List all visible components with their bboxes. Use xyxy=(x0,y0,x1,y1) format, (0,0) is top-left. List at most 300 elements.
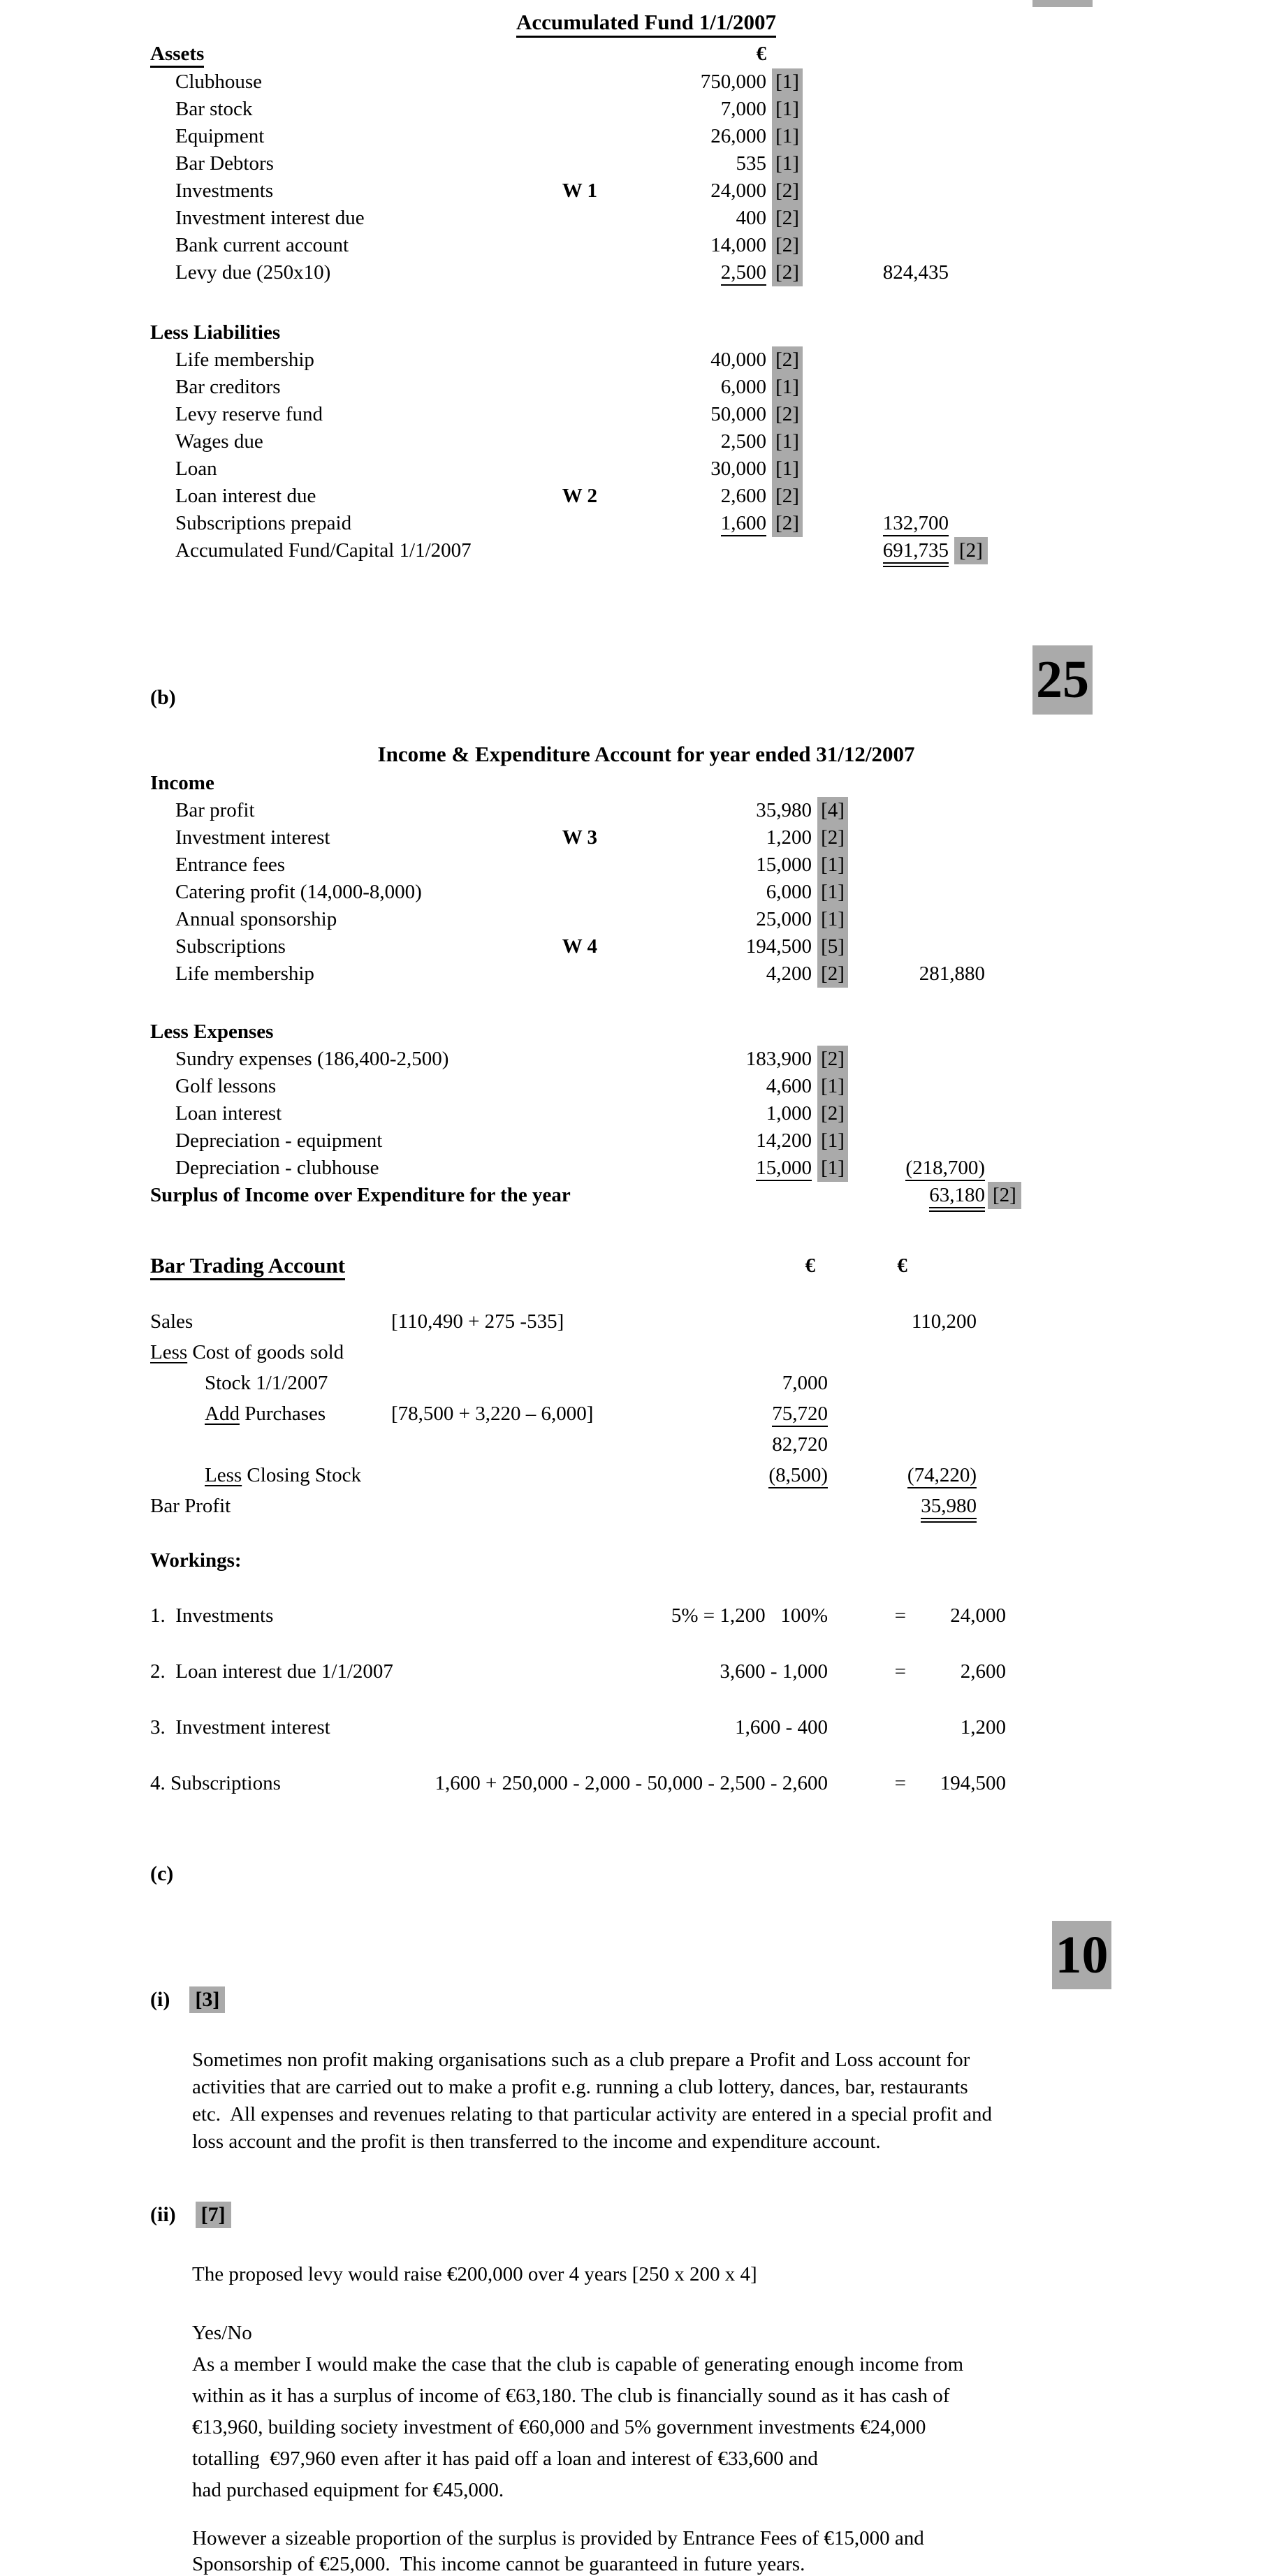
mark-cell xyxy=(766,346,804,374)
amount: 183,900 xyxy=(745,1048,812,1070)
mark-highlight xyxy=(817,1155,848,1182)
text-line: within as it has a surplus of income of €63,180. The club is financially sound as it has cash of xyxy=(192,2385,950,2407)
row-label: Levy due (250x10) xyxy=(175,261,331,284)
total-cell xyxy=(828,1495,977,1518)
liabilities-heading: Less Liabilities xyxy=(150,321,281,344)
working-label: 2. Loan interest due 1/1/2007 xyxy=(150,1660,393,1683)
text-line: had purchased equipment for €45,000. xyxy=(192,2479,504,2501)
mark-highlight xyxy=(817,1046,848,1073)
amount-cell xyxy=(611,430,766,453)
text-line: As a member I would make the case that the club is capable of generating enough income from xyxy=(192,2353,964,2376)
mark-cell xyxy=(766,401,804,428)
amount-cell xyxy=(653,1464,828,1487)
bar-trading-row xyxy=(150,1306,1051,1337)
formula: [110,490 + 275 -535] xyxy=(391,1310,564,1333)
item-ii-row xyxy=(150,2202,231,2228)
mark-cell xyxy=(766,123,804,150)
row-label: Loan xyxy=(175,458,217,480)
part-c-marks-badge: 10 xyxy=(1052,1921,1111,1989)
total-cell xyxy=(828,1310,977,1333)
mark-highlight xyxy=(772,259,803,286)
mark-cell xyxy=(812,1100,848,1127)
mark-highlight xyxy=(772,483,803,510)
equals-sign: = xyxy=(894,1771,906,1794)
mark-badge: [2] xyxy=(775,207,799,229)
row-label: Sundry expenses (186,400-2,500) xyxy=(175,1048,449,1070)
mark-badge: [1] xyxy=(775,376,799,398)
row-label: Bar Profit xyxy=(150,1494,231,1517)
amount: 75,720 xyxy=(772,1403,828,1427)
item-ii-marks-badge: [7] xyxy=(196,2202,231,2228)
mark-highlight xyxy=(817,960,848,988)
mark-badge: [1] xyxy=(775,152,799,175)
amount: 2,500 xyxy=(721,261,766,286)
mark-cell xyxy=(766,96,804,123)
income-heading: Income xyxy=(150,772,214,794)
row-label-underlined-word: Less xyxy=(205,1463,242,1486)
mark-highlight xyxy=(772,374,803,401)
row-label: Life membership xyxy=(175,963,314,985)
amount: 7,000 xyxy=(720,98,766,120)
mark-cell xyxy=(766,205,804,232)
amount: 15,000 xyxy=(756,1157,812,1181)
total-amount: (218,700) xyxy=(905,1157,985,1181)
row-label: Loan interest xyxy=(175,1102,282,1125)
amount: (8,500) xyxy=(768,1464,828,1488)
amount-cell xyxy=(611,963,812,986)
text-line: Sponsorship of €25,000. This income cannot be guaranteed in future years. xyxy=(192,2553,805,2575)
amount: 40,000 xyxy=(710,349,766,371)
mark-cell xyxy=(812,797,848,824)
account-row xyxy=(150,851,1051,879)
mark-cell xyxy=(766,259,804,286)
amount: 2,600 xyxy=(720,485,766,507)
amount-cell xyxy=(611,349,766,372)
bar-trading-row xyxy=(150,1398,1051,1429)
mark-badge: [2] xyxy=(821,963,845,985)
account-row xyxy=(150,232,1051,259)
amount-cell xyxy=(611,125,766,148)
amount-cell xyxy=(611,908,812,931)
liabilities-header-row xyxy=(150,319,1051,346)
workings-rows xyxy=(150,1602,1051,1825)
item-i-marks-badge: [3] xyxy=(189,1986,225,2013)
mark-cell xyxy=(812,879,848,906)
account-row xyxy=(150,205,1051,232)
mark-cell xyxy=(766,537,804,564)
item-ii-caveat-paragraph xyxy=(192,2526,924,2576)
mark-highlight xyxy=(817,824,848,851)
equals-sign: = xyxy=(894,1604,906,1627)
mark-badge: [1] xyxy=(775,98,799,120)
working-label: 4. Subscriptions xyxy=(150,1771,281,1794)
amount-cell xyxy=(611,403,766,426)
row-label: Stock 1/1/2007 xyxy=(205,1371,328,1394)
row-label: Bar profit xyxy=(175,799,255,821)
mark-highlight xyxy=(817,933,848,960)
total-amount: 63,180 xyxy=(929,1184,985,1212)
account-row xyxy=(150,68,1051,96)
mark-highlight xyxy=(817,851,848,879)
amount: 6,000 xyxy=(720,376,766,398)
mark-highlight xyxy=(817,879,848,906)
mark-highlight xyxy=(772,455,803,483)
total-cell xyxy=(804,261,949,284)
amount: 750,000 xyxy=(700,71,766,93)
total-cell xyxy=(804,512,949,535)
bar-trading-table xyxy=(150,1249,1051,1521)
account-row xyxy=(150,123,1051,150)
row-label: Less Closing Stock xyxy=(205,1463,361,1486)
formula: [78,500 + 3,220 – 6,000] xyxy=(391,1402,594,1425)
assets-header-row xyxy=(150,39,1051,68)
amount: 26,000 xyxy=(710,125,766,147)
row-label-underlined-word: Less xyxy=(150,1340,188,1363)
account-row xyxy=(150,510,1051,537)
bar-trading-header-row xyxy=(150,1249,1051,1282)
mark-cell xyxy=(766,428,804,455)
amount-cell xyxy=(611,152,766,175)
amount-cell xyxy=(611,458,766,481)
total-mark-badge: [2] xyxy=(988,1182,1021,1209)
part-b-label: (b) xyxy=(150,686,176,709)
amount: 6,000 xyxy=(766,881,812,903)
amount-cell xyxy=(653,1433,828,1456)
row-label: Sales xyxy=(150,1310,194,1333)
row-label: Equipment xyxy=(175,125,265,147)
mark-badge: [2] xyxy=(775,234,799,256)
bar-trading-row xyxy=(150,1337,1051,1368)
amount: 50,000 xyxy=(710,403,766,425)
mark-badge: [1] xyxy=(821,1075,845,1097)
row-label: Add Purchases xyxy=(205,1402,326,1425)
amount: 4,200 xyxy=(766,963,812,985)
mark-badge: [1] xyxy=(821,854,845,876)
mark-badge: [5] xyxy=(821,935,845,958)
amount-cell xyxy=(611,935,812,958)
mark-cell xyxy=(812,1155,848,1182)
account-row xyxy=(150,455,1051,483)
total-cell xyxy=(848,1184,985,1207)
mark-cell xyxy=(812,960,848,988)
bar-trading-currency-1: € xyxy=(805,1254,815,1277)
mark-cell xyxy=(812,1182,848,1209)
bar-trading-row xyxy=(150,1491,1051,1521)
account-row xyxy=(150,933,1051,960)
mark-cell xyxy=(766,455,804,483)
working-formula: 3,600 - 1,000 xyxy=(720,1660,828,1683)
mark-cell xyxy=(766,150,804,177)
bar-trading-rows xyxy=(150,1306,1051,1521)
mark-badge: [2] xyxy=(821,826,845,849)
row-label: Bank current account xyxy=(175,234,349,256)
account-row xyxy=(150,797,1051,824)
mark-badge: [2] xyxy=(775,261,799,284)
mark-highlight xyxy=(772,123,803,150)
row-label: Life membership xyxy=(175,349,314,371)
total-cell xyxy=(848,963,985,986)
income-expenditure-title: Income & Expenditure Account for year ended 31/12/2007 xyxy=(377,742,915,766)
total-amount: 691,735 xyxy=(883,539,949,567)
bar-trading-row xyxy=(150,1460,1051,1491)
working-row xyxy=(150,1602,1051,1630)
accumulated-fund-title-text: Accumulated Fund 1/1/2007 xyxy=(516,10,776,38)
amount: 1,600 xyxy=(721,512,766,536)
amount-cell xyxy=(611,180,766,203)
account-row xyxy=(150,1100,1051,1127)
currency-header: € xyxy=(756,42,766,65)
amount-cell xyxy=(611,1102,812,1125)
working-result: 2,600 xyxy=(960,1660,1006,1683)
mark-cell xyxy=(812,933,848,960)
item-i-row xyxy=(150,1986,225,2013)
row-label: Less Cost of goods sold xyxy=(150,1340,344,1363)
mark-badge: [1] xyxy=(775,430,799,453)
account-row xyxy=(150,906,1051,933)
mark-badge: [1] xyxy=(821,1157,845,1179)
mark-highlight xyxy=(772,346,803,374)
mark-cell xyxy=(766,232,804,259)
text-line: totalling €97,960 even after it has paid off a loan and interest of €33,600 and xyxy=(192,2447,818,2470)
mark-badge: [1] xyxy=(775,125,799,147)
working-formula: 1,600 + 250,000 - 2,000 - 50,000 - 2,500 - 2,600 xyxy=(435,1771,828,1794)
amount-cell xyxy=(611,1048,812,1071)
row-label: Bar stock xyxy=(175,98,253,120)
text-line: loss account and the profit is then transferred to the income and expenditure account. xyxy=(192,2130,881,2153)
amount-cell xyxy=(653,1403,828,1426)
account-row xyxy=(150,96,1051,123)
account-row xyxy=(150,1155,1051,1182)
mark-highlight xyxy=(817,1100,848,1127)
row-label: Depreciation - clubhouse xyxy=(175,1157,379,1179)
account-row xyxy=(150,401,1051,428)
item-i-label: (i) xyxy=(150,1988,170,2011)
marks-box-cropped xyxy=(1032,0,1093,7)
mark-cell xyxy=(812,824,848,851)
text-line: activities that are carried out to make a profit e.g. running a club lottery, dances, bar, restaurants xyxy=(192,2076,968,2098)
mark-cell xyxy=(812,851,848,879)
total-amount: 281,880 xyxy=(919,963,985,985)
amount-cell xyxy=(611,1075,812,1098)
mark-badge: [1] xyxy=(775,71,799,93)
mark-cell xyxy=(766,510,804,537)
mark-badge: [2] xyxy=(775,403,799,425)
mark-badge: [1] xyxy=(821,908,845,930)
total-cell xyxy=(804,539,949,562)
amount-cell xyxy=(611,1157,812,1180)
amount: 14,000 xyxy=(710,234,766,256)
amount: 15,000 xyxy=(756,854,812,876)
working-formula: 5% = 1,200 100% xyxy=(671,1604,828,1627)
amount: 35,980 xyxy=(756,799,812,821)
amount: 7,000 xyxy=(782,1371,828,1394)
account-row xyxy=(150,177,1051,205)
amount-cell xyxy=(611,854,812,877)
total-amount: 132,700 xyxy=(883,512,949,536)
working-formula: 1,600 - 400 xyxy=(735,1715,828,1739)
row-label: Golf lessons xyxy=(175,1075,277,1097)
amount-cell xyxy=(611,98,766,121)
row-label: Accumulated Fund/Capital 1/1/2007 xyxy=(175,539,472,562)
account-row xyxy=(150,483,1051,510)
working-reference: W 1 xyxy=(562,180,597,202)
row-label: Entrance fees xyxy=(175,854,285,876)
mark-badge: [2] xyxy=(775,485,799,507)
account-row xyxy=(150,1182,1051,1209)
mark-highlight xyxy=(772,401,803,428)
amount: 25,000 xyxy=(756,908,812,930)
assets-heading: Assets xyxy=(150,43,204,68)
total-amount: 110,200 xyxy=(911,1310,977,1333)
mark-cell xyxy=(766,374,804,401)
income-header-row xyxy=(150,770,1051,797)
mark-highlight xyxy=(817,797,848,824)
total-amount: 824,435 xyxy=(882,261,949,284)
mark-badge: [2] xyxy=(821,1102,845,1125)
amount-cell xyxy=(611,512,766,535)
amount-cell xyxy=(611,1129,812,1152)
mark-badge: [1] xyxy=(821,881,845,903)
mark-badge: [1] xyxy=(821,1129,845,1152)
row-label: Bar Debtors xyxy=(175,152,274,175)
mark-badge: [4] xyxy=(821,799,845,821)
part-c-label: (c) xyxy=(150,1862,174,1885)
mark-cell xyxy=(766,177,804,205)
row-label: Subscriptions xyxy=(175,935,286,958)
item-i-paragraph xyxy=(192,2047,992,2156)
text-line: €13,960, building society investment of €60,000 and 5% government investments €24,000 xyxy=(192,2416,926,2438)
amount-cell xyxy=(611,207,766,230)
row-label: Loan interest due xyxy=(175,485,316,507)
income-rows xyxy=(150,797,1051,988)
mark-highlight xyxy=(772,232,803,259)
mark-highlight xyxy=(772,150,803,177)
working-result: 24,000 xyxy=(950,1604,1006,1627)
expenses-heading: Less Expenses xyxy=(150,1020,274,1043)
account-row xyxy=(150,824,1051,851)
working-row xyxy=(150,1713,1051,1741)
row-label: Bar creditors xyxy=(175,376,281,398)
total-cell xyxy=(828,1464,977,1487)
amount-cell xyxy=(611,71,766,94)
expenses-header-row xyxy=(150,1018,1051,1046)
total-mark-cell xyxy=(949,537,1008,564)
account-row xyxy=(150,537,1051,564)
bar-trading-heading: Bar Trading Account xyxy=(150,1253,345,1280)
account-row xyxy=(150,346,1051,374)
total-mark-cell xyxy=(985,1182,1034,1209)
working-row xyxy=(150,1657,1051,1685)
row-label: Surplus of Income over Expenditure for the year xyxy=(150,1184,571,1206)
text-line: Yes/No xyxy=(192,2322,252,2344)
equals-sign: = xyxy=(894,1660,906,1683)
bar-trading-row xyxy=(150,1368,1051,1398)
amount-cell xyxy=(611,826,812,849)
income-expenditure-table xyxy=(150,770,1051,1209)
mark-cell xyxy=(812,1046,848,1073)
amount: 1,000 xyxy=(766,1102,812,1125)
amount: 535 xyxy=(736,152,766,175)
accumulated-fund-title xyxy=(150,10,1142,35)
mark-cell xyxy=(766,483,804,510)
working-label: 3. Investment interest xyxy=(150,1715,330,1739)
row-label: Annual sponsorship xyxy=(175,908,337,930)
mark-highlight xyxy=(772,428,803,455)
row-label-underlined-word: Add xyxy=(205,1402,240,1425)
row-label: Clubhouse xyxy=(175,71,263,93)
working-result: 194,500 xyxy=(940,1771,1006,1794)
amount: 30,000 xyxy=(710,458,766,480)
item-ii-answer-paragraph xyxy=(192,2318,963,2506)
amount: 194,500 xyxy=(745,935,812,958)
mark-cell xyxy=(812,1127,848,1155)
account-row xyxy=(150,879,1051,906)
total-amount: 35,980 xyxy=(921,1495,977,1523)
row-label: Depreciation - equipment xyxy=(175,1129,383,1152)
workings-heading: Workings: xyxy=(150,1549,242,1572)
bar-trading-currency-2: € xyxy=(897,1254,907,1277)
account-row xyxy=(150,259,1051,286)
account-row xyxy=(150,1127,1051,1155)
mark-highlight xyxy=(817,1127,848,1155)
amount-cell xyxy=(611,485,766,508)
amount: 1,200 xyxy=(766,826,812,849)
working-reference: W 4 xyxy=(562,935,597,958)
amount: 82,720 xyxy=(772,1433,828,1456)
mark-highlight xyxy=(772,510,803,537)
row-label: Catering profit (14,000-8,000) xyxy=(175,881,422,903)
part-b-marks-badge: 25 xyxy=(1032,645,1093,715)
mark-badge: [2] xyxy=(775,180,799,202)
account-row xyxy=(150,1046,1051,1073)
row-label: Wages due xyxy=(175,430,263,453)
amount: 400 xyxy=(736,207,766,229)
amount: 2,500 xyxy=(720,430,766,453)
mark-highlight xyxy=(772,68,803,96)
working-row xyxy=(150,1769,1051,1797)
total-mark-badge: [2] xyxy=(954,537,988,564)
working-reference: W 2 xyxy=(562,485,597,507)
mark-highlight xyxy=(772,205,803,232)
row-label: Subscriptions prepaid xyxy=(175,512,352,534)
amount-cell xyxy=(611,881,812,904)
mark-highlight xyxy=(772,177,803,205)
row-label: Investment interest xyxy=(175,826,330,849)
row-label: Levy reserve fund xyxy=(175,403,323,425)
mark-cell xyxy=(812,906,848,933)
amount: 14,200 xyxy=(756,1129,812,1152)
mark-badge: [2] xyxy=(775,349,799,371)
total-cell xyxy=(848,1157,985,1180)
accumulated-fund-table xyxy=(150,39,1051,564)
amount: 24,000 xyxy=(710,180,766,202)
row-label: Investment interest due xyxy=(175,207,365,229)
text-line: Sometimes non profit making organisations such as a club prepare a Profit and Loss account for xyxy=(192,2049,970,2071)
account-row xyxy=(150,428,1051,455)
bar-trading-row xyxy=(150,1429,1051,1460)
liabilities-rows xyxy=(150,346,1051,564)
account-row xyxy=(150,960,1051,988)
amount-cell xyxy=(611,261,766,284)
account-row xyxy=(150,374,1051,401)
working-label: 1. Investments xyxy=(150,1604,274,1627)
mark-badge: [2] xyxy=(775,512,799,534)
amount-cell xyxy=(611,234,766,257)
item-ii-label: (ii) xyxy=(150,2203,176,2226)
mark-badge: [1] xyxy=(775,458,799,480)
account-row xyxy=(150,150,1051,177)
amount-cell xyxy=(611,799,812,822)
